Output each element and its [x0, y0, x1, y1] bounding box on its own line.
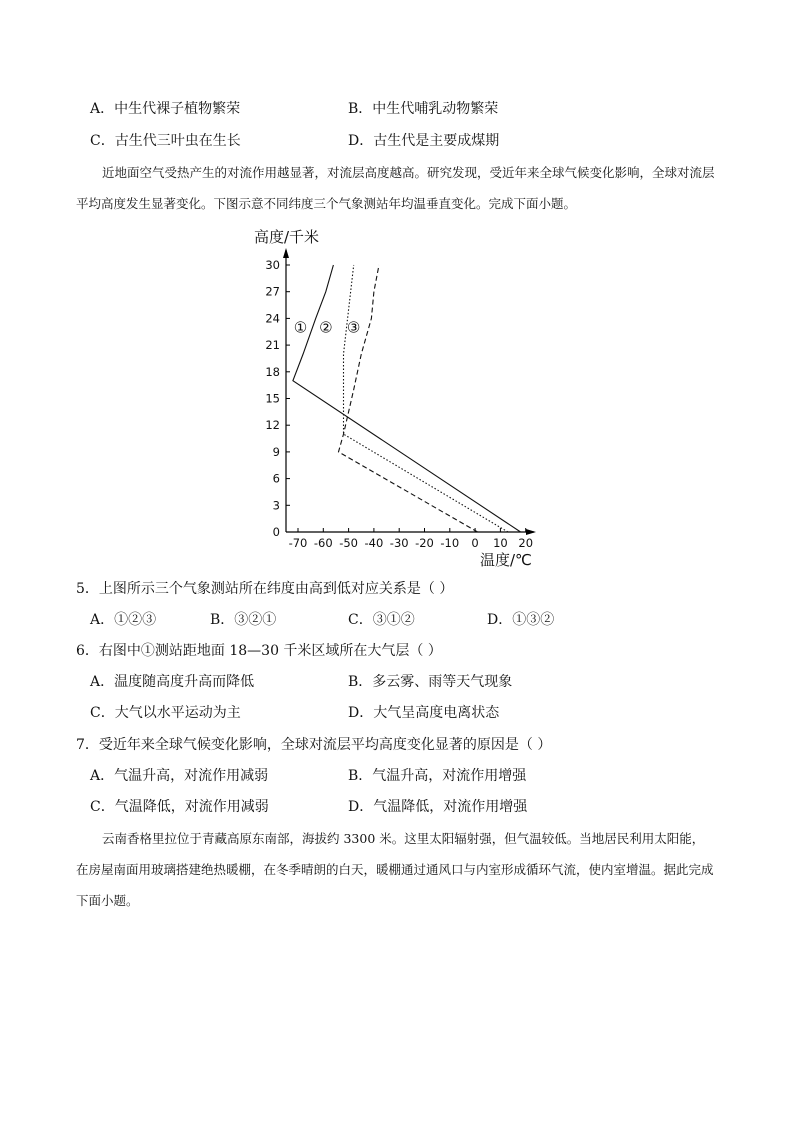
x-tick-label: -70 — [288, 536, 308, 550]
x-tick-label: -60 — [313, 536, 333, 550]
q4-option-d: D．古生代是主要成煤期 — [348, 133, 500, 149]
y-tick-label: 12 — [265, 418, 280, 433]
series-label-2: ② — [319, 318, 333, 337]
intro-text-2: 云南香格里拉位于青藏高原东南部，海拔约 3300 米。这里太阳辐射强，但气温较低。当地居民利用太阳能，在房屋南面用玻璃搭建绝热暖棚，在冬季晴朗的白天，暖棚通过通风口与内室形成循环气流，使内室增温。据此完成下面小题。 — [76, 831, 714, 908]
chart-ticks — [265, 258, 533, 550]
chart-axes — [283, 248, 536, 535]
y-axis-arrow — [283, 248, 289, 258]
x-tick-label: -20 — [415, 536, 434, 550]
q6-option-d: D．大气呈高度电离状态 — [348, 705, 500, 721]
x-tick-label: 10 — [493, 536, 508, 550]
series-line-1 — [293, 265, 521, 532]
q6-option-a: A．温度随高度升高而降低 — [90, 674, 255, 690]
y-tick-label: 6 — [272, 471, 280, 486]
x-tick-label: -50 — [339, 536, 358, 550]
y-tick-label: 9 — [272, 444, 280, 459]
q7-option-c: C．气温降低，对流作用减弱 — [90, 799, 269, 815]
x-axis-arrow — [526, 529, 536, 535]
x-tick-label: -40 — [364, 536, 384, 550]
q6-option-c: C．大气以水平运动为主 — [90, 705, 241, 721]
x-tick-label: -10 — [440, 536, 460, 550]
q4-option-c: C．古生代三叶虫在生长 — [90, 133, 241, 149]
y-tick-label: 15 — [265, 391, 280, 406]
q5-option-b: B．③②① — [210, 612, 277, 628]
series-line-3 — [339, 265, 478, 532]
q7-option-d: D．气温降低，对流作用增强 — [348, 799, 528, 815]
intro-paragraph-2 — [76, 823, 716, 916]
y-tick-label: 24 — [265, 311, 280, 326]
y-tick-label: 30 — [265, 258, 280, 272]
y-tick-label: 0 — [272, 525, 280, 539]
x-tick-label: 0 — [471, 536, 479, 550]
y-tick-label: 27 — [265, 284, 280, 299]
series-label-3: ③ — [346, 318, 361, 337]
series-label-1: ① — [293, 318, 308, 337]
q5-option-c: C．③①② — [348, 612, 415, 628]
q7-option-b: B．气温升高，对流作用增强 — [348, 768, 527, 784]
intro-paragraph-1 — [76, 157, 716, 219]
temperature-altitude-chart — [240, 222, 560, 572]
q4-option-b: B．中生代哺乳动物繁荣 — [348, 101, 499, 117]
y-tick-label: 3 — [272, 498, 280, 513]
q6-stem: 6．右图中①测站距地面 18—30 千米区域所在大气层（ ） — [76, 643, 442, 659]
x-tick-label: -30 — [389, 536, 409, 550]
q6-option-b: B．多云雾、雨等天气现象 — [348, 674, 513, 690]
y-tick-label: 18 — [265, 364, 280, 379]
series-line-2 — [344, 265, 509, 532]
q4-option-a: A．中生代裸子植物繁荣 — [90, 101, 241, 117]
q5-stem: 5．上图所示三个气象测站所在纬度由高到低对应关系是（ ） — [76, 581, 454, 597]
y-axis-title: 高度/千米 — [254, 228, 320, 246]
x-tick-label: 20 — [518, 536, 534, 550]
chart-series — [293, 265, 521, 532]
q5-option-a: A．①②③ — [90, 612, 157, 628]
x-axis-title: 温度/℃ — [480, 551, 532, 569]
y-tick-label: 21 — [265, 338, 280, 353]
intro-text-1: 近地面空气受热产生的对流作用越显著，对流层高度越高。研究发现，受近年来全球气候变化影响，全球对流层平均高度发生显著变化。下图示意不同纬度三个气象测站年均温垂直变化。完成下面小题。 — [76, 165, 715, 211]
q7-stem: 7．受近年来全球气候变化影响，全球对流层平均高度变化显著的原因是（ ） — [76, 737, 552, 753]
q7-option-a: A．气温升高，对流作用减弱 — [90, 768, 269, 784]
chart-labels — [254, 228, 532, 569]
q5-option-d: D．①③② — [487, 612, 555, 628]
